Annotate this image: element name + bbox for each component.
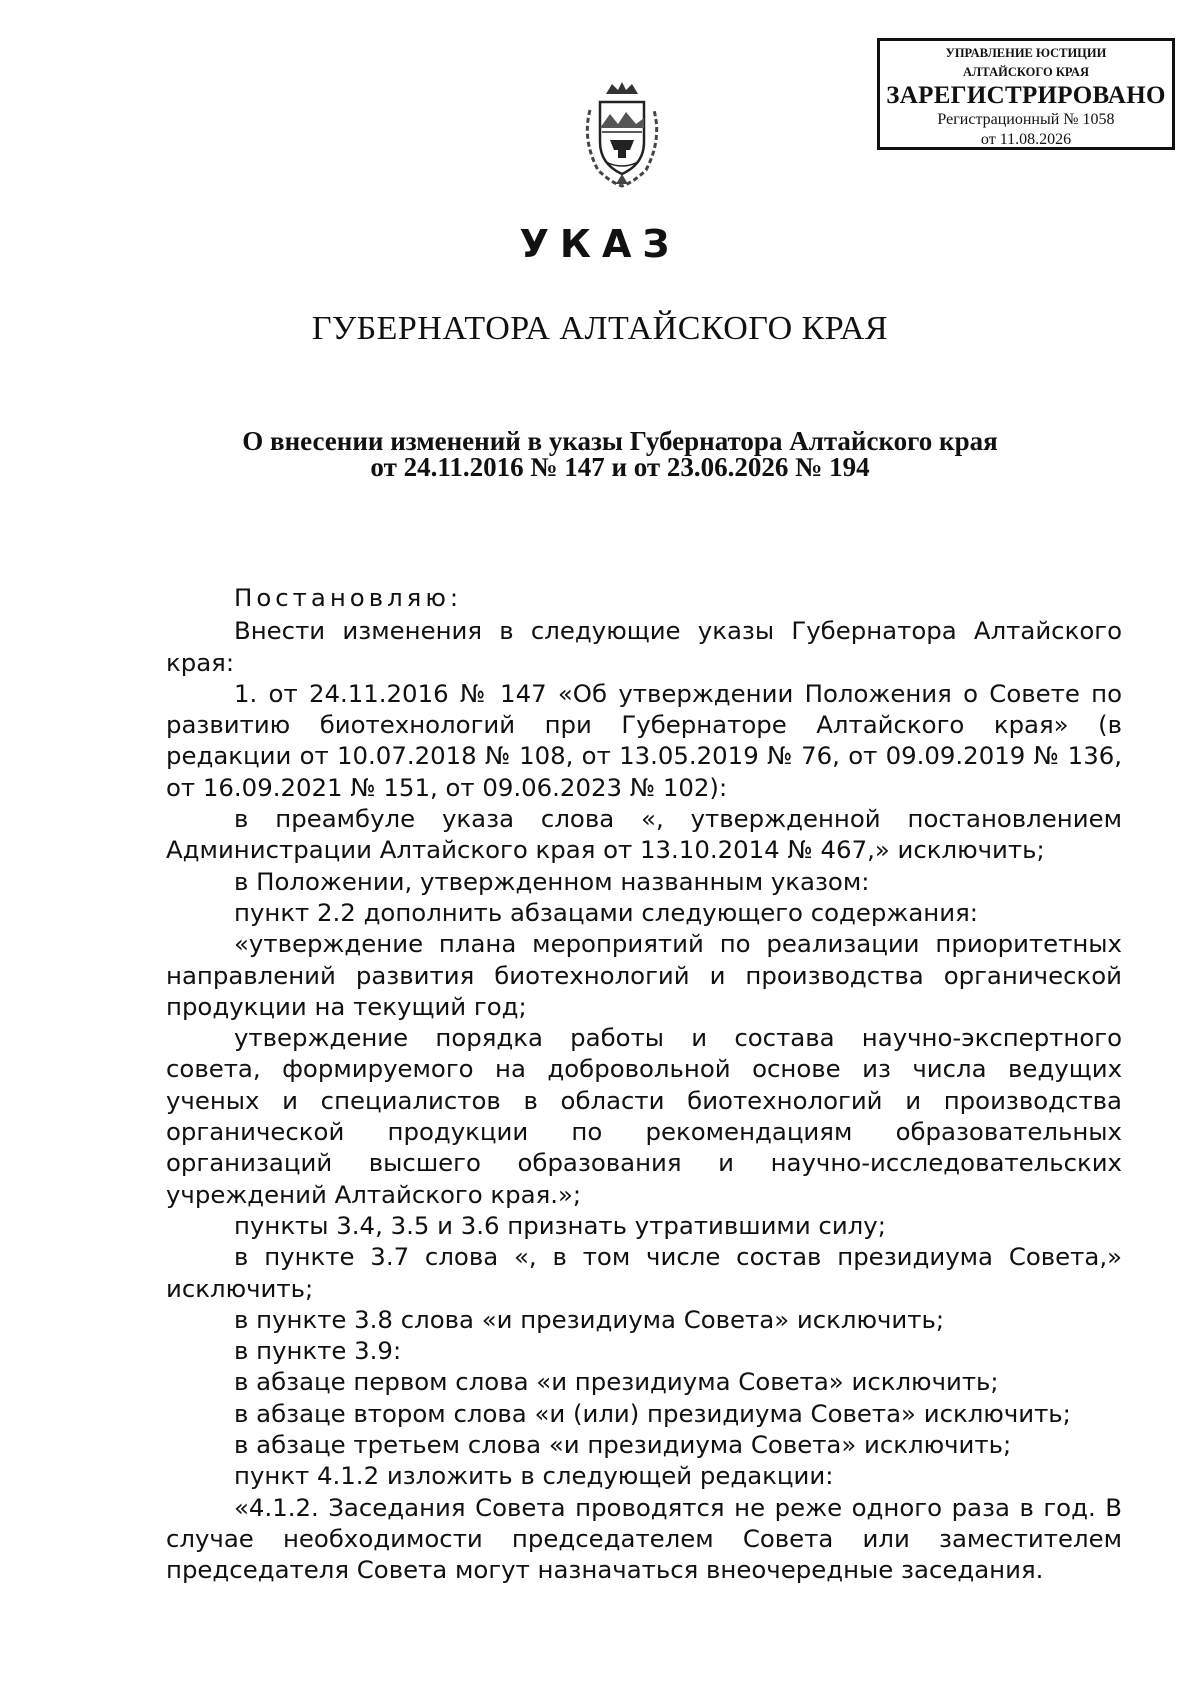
stamp-status: ЗАРЕГИСТРИРОВАНО — [886, 82, 1166, 109]
decree-preamble: Постановляю: — [234, 583, 463, 612]
body-paragraph: в пункте 3.7 слова «, в том числе состав президиума Совета,» исключить; — [166, 1242, 1122, 1303]
body-paragraph: Внести изменения в следующие указы Губернатора Алтайского края: — [166, 616, 1122, 677]
body-paragraph: пункт 2.2 дополнить абзацами следующего содержания: — [234, 897, 978, 927]
document-issuer: ГУБЕРНАТОРА АЛТАЙСКОГО КРАЯ — [311, 310, 889, 347]
body-paragraph: в пункте 3.8 слова «и президиума Совета» исключить; — [234, 1304, 945, 1334]
body-paragraph: «утверждение плана мероприятий по реализации приоритетных направлений развития биотехнологий и производства органической продукции на текущий год; — [166, 929, 1122, 1021]
body-paragraph: в абзаце втором слова «и (или) президиума Совета» исключить; — [234, 1398, 1071, 1428]
body-paragraph: в абзаце первом слова «и президиума Совета» исключить; — [234, 1367, 999, 1397]
body-paragraph: 1. от 24.11.2016 № 147 «Об утверждении Положения о Совете по развитию биотехнологий при Губернаторе Алтайского края» (в редакции от 10.07.2018 № 108, от 13.05.2019 № 76, от 09.09.2019 № 136, от 16.09.2021 № 151, от 09.06.2023 № 102): — [166, 678, 1122, 802]
body-paragraph: в преамбуле указа слова «, утвержденной постановлением Администрации Алтайского края от 13.10.2014 № 467,» исключить; — [166, 804, 1122, 865]
document-type-title: УКАЗ — [519, 222, 681, 266]
subject-line-2: от 24.11.2016 № 147 и от 23.06.2026 № 194 — [370, 452, 870, 482]
body-paragraph: пункты 3.4, 3.5 и 3.6 признать утратившими силу; — [234, 1210, 886, 1240]
stamp-organization-line2: АЛТАЙСКОГО КРАЯ — [963, 65, 1089, 79]
document-subject — [200, 428, 1040, 480]
body-paragraph: утверждение порядка работы и состава научно-экспертного совета, формируемого на добровольной основе из числа ведущих ученых и специалистов в области биотехнологий и производства органической продукции по рекомендациям образовательных организаций высшего образования и научно-исследовательских учреждений Алтайского края.»; — [166, 1023, 1122, 1209]
stamp-organization-line1: УПРАВЛЕНИЕ ЮСТИЦИИ — [945, 46, 1107, 60]
stamp-reg-number: Регистрационный № 1058 — [937, 111, 1115, 128]
subject-line-1: О внесении изменений в указы Губернатора Алтайского края — [242, 426, 998, 456]
body-paragraph: в пункте 3.9: — [234, 1336, 402, 1366]
registration-stamp — [877, 38, 1175, 150]
body-paragraph: «4.1.2. Заседания Совета проводятся не реже одного раза в год. В случае необходимости председателем Совета или заместителем председателя Совета могут назначаться внеочередные заседания. — [166, 1492, 1122, 1585]
body-paragraph: пункт 4.1.2 изложить в следующей редакции: — [234, 1461, 834, 1491]
document-body — [166, 582, 1122, 1586]
stamp-reg-date: от 11.08.2026 — [980, 131, 1072, 148]
body-paragraph: в абзаце третьем слова «и президиума Совета» исключить; — [234, 1430, 1012, 1460]
body-paragraph: в Положении, утвержденном названным указом: — [234, 866, 870, 896]
altai-krai-coat-of-arms-icon — [572, 80, 672, 190]
